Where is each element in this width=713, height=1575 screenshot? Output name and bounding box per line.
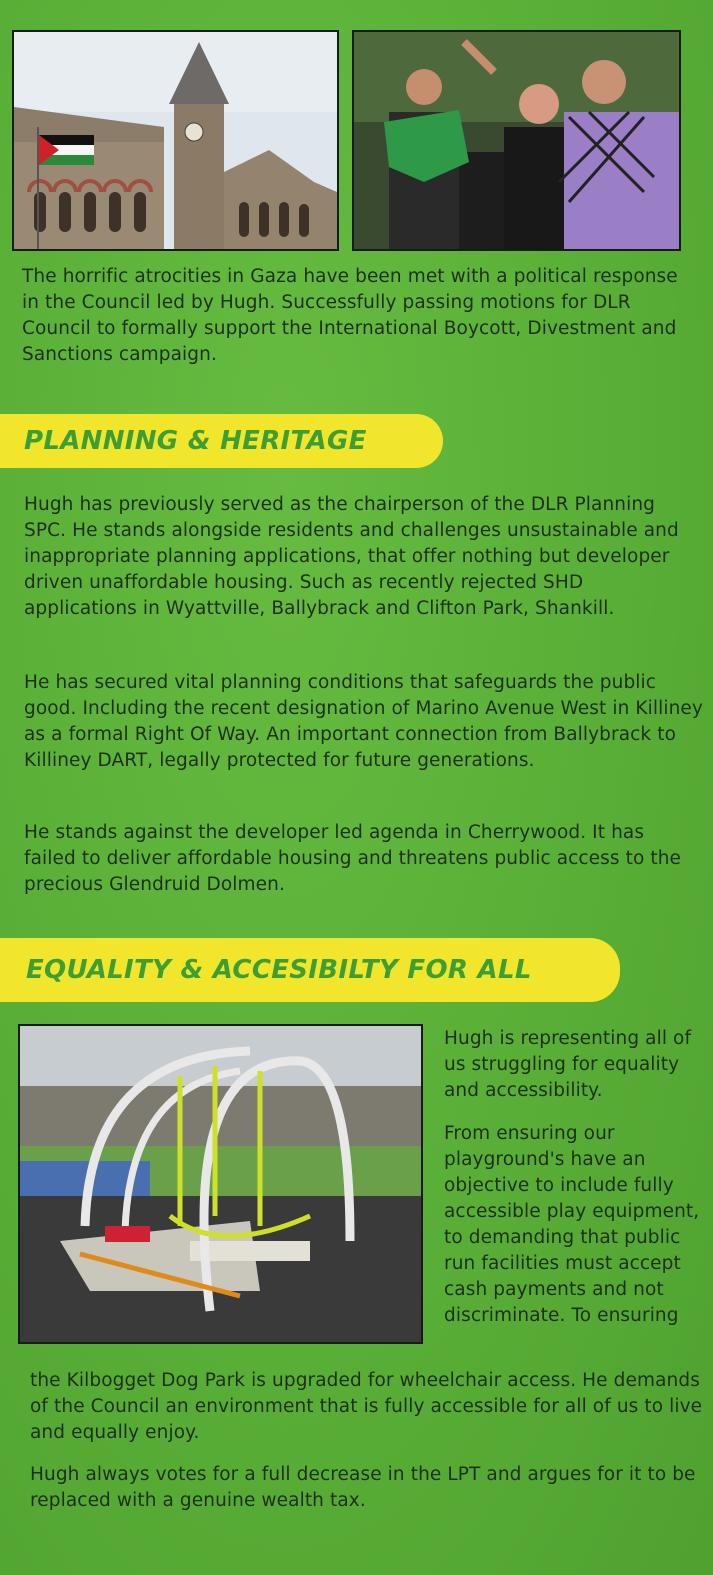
planning-heading-banner	[0, 414, 443, 468]
protest-photo	[352, 30, 681, 251]
planning-paragraph-3: He stands against the developer led agenda in Cherrywood. It has failed to deliver affordable housing and threatens public access to the precious Glendruid Dolmen.	[24, 822, 682, 895]
planning-paragraph-1: Hugh has previously served as the chairperson of the DLR Planning SPC. He stands alongside residents and challenges unsustainable and inappropriate planning applications, that offer nothing but developer driven unaffordable housing. Such as recently rejected SHD applications in Wyattville, Ballybrack and Clifton Park, Shankill.	[24, 494, 679, 619]
town-hall-photo	[12, 30, 339, 251]
playground-photo	[18, 1024, 423, 1344]
gaza-paragraph: The horrific atrocities in Gaza have been met with a political response in the Council led by Hugh. Successfully passing motions for DLR Council to formally support the International Boycott, Divestment and Sanctions campaign.	[22, 266, 678, 365]
equality-paragraph-1: Hugh is representing all of us struggling for equality and accessibility.	[444, 1028, 692, 1101]
equality-heading-banner	[0, 938, 620, 1002]
equality-paragraph-2-side: From ensuring our playground's have an objective to include fully accessible play equipment, to demanding that public run facilities must accept cash payments and not discriminate. To ensuring	[444, 1123, 700, 1326]
equality-paragraph-3: Hugh always votes for a full decrease in the LPT and argues for it to be replaced with a genuine wealth tax.	[30, 1464, 696, 1511]
planning-paragraph-2: He has secured vital planning conditions that safeguards the public good. Including the recent designation of Marino Avenue West in Killiney as a formal Right Of Way. An important connection from Ballybrack to Killiney DART, legally protected for future generations.	[24, 672, 703, 771]
planning-heading: PLANNING & HERITAGE	[24, 426, 367, 456]
equality-paragraph-2-continued: the Kilbogget Dog Park is upgraded for wheelchair access. He demands of the Council an environment that is fully accessible for all of us to live and equally enjoy.	[30, 1370, 703, 1443]
equality-heading: EQUALITY & ACCESIBILTY FOR ALL	[26, 955, 532, 985]
